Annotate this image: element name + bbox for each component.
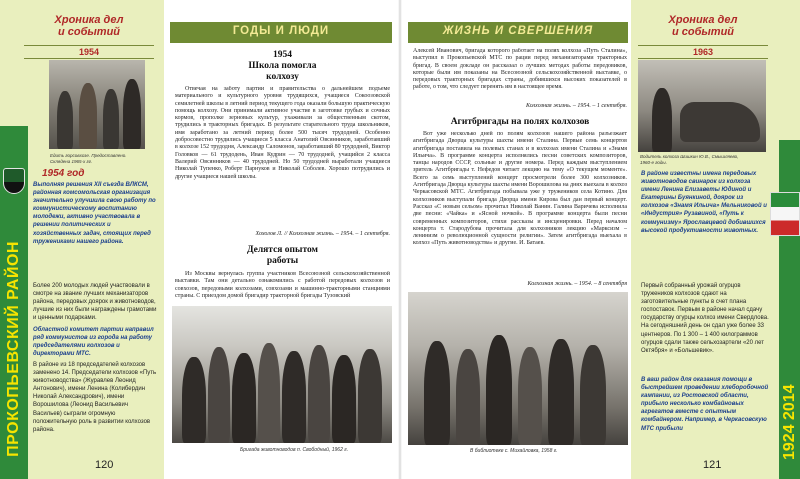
right-bottom-photo	[408, 292, 628, 445]
right-header-title: ЖИЗНЬ И СВЕРШЕНИЯ	[442, 25, 594, 37]
photo-car-shape	[680, 102, 760, 142]
right-article2-signature: Колхозная жизнь. – 1954. – 8 сентября	[527, 281, 627, 287]
left-side-title-line2: и событий	[57, 26, 121, 38]
photo-figure	[652, 88, 672, 152]
right-vertical-years: 1924 2014	[780, 384, 798, 460]
photo-figure	[358, 349, 382, 443]
left-header-band	[170, 22, 392, 43]
photo-figure	[258, 343, 280, 443]
right-vertical-years-wrap	[779, 250, 800, 460]
left-vertical-text-wrap	[1, 219, 27, 479]
photo-figure	[79, 83, 97, 149]
right-side-title-line1: Хроника дел	[668, 14, 738, 26]
left-article2-title-line1: Делятся опытом	[246, 245, 319, 255]
left-article2-title-line2: работы	[266, 256, 299, 266]
right-side-title	[638, 14, 768, 38]
left-bottom-photo-caption: Бригада животноводов п. Свободный, 1962 г.	[240, 447, 349, 453]
flag-icon	[770, 192, 800, 236]
right-side-text-1: В районе известны имена передовых животноводов свинарок из колхоза имени Ленина Елизаветы Юдиной и Екатерины Буянкиной, доярок из колхозов «Знамя Ильича» Мельниковой и «Индустрия» Рузавиной, «Путь к коммунизму» Ярославцевой добившихся высокой продуктивности животных.	[641, 171, 767, 234]
photo-figure	[182, 357, 206, 443]
right-side-text-3: В ваш район для оказания помощи в быстрейшем проведении хлеборобочной кампании, из Ростовской области, прибыло несколько комбайновых агрегатов вместе с опытным комбайнером. Например, в Черкасовскую МТС прибыли	[641, 377, 769, 432]
left-bottom-photo	[172, 306, 392, 443]
photo-figure	[548, 339, 574, 445]
photo-figure	[57, 91, 73, 149]
left-side-text-1: Выполняя решения XII съезда ВЛКСМ, районная комсомольская организация значительно улучшила свою работу по коммунистическому воспитанию молодежи, активно участвовала в решении политических и хозяйственных задач, стоящих перед тружениками нашего района.	[33, 182, 156, 245]
right-photo-caption-line2: 1960-е годы.	[640, 160, 667, 165]
right-article2-title: Агитбригады на полях колхозов	[450, 117, 590, 127]
left-page-number: 120	[95, 459, 114, 471]
right-bottom-photo-caption: В библиотеке с. Михайловка, 1958 г.	[470, 448, 558, 454]
right-photo-caption	[640, 154, 766, 166]
right-side-photo	[638, 60, 766, 152]
left-side-text-2: Более 200 молодых людей участвовали в смотре на звание лучших механизаторов района, передовых доярок и животноводов, лучшие из них были награждены грамотами и ценными подарками.	[33, 283, 157, 322]
photo-figure	[282, 351, 306, 443]
left-side-year-heading: 1954 год	[42, 168, 85, 179]
left-article2-body: Из Москвы вернулась группа участников Всесоюзной сельскохозяйственной выставки. Там они детально ознакомились с работой передовых колхозов и совхозов, передовыми колхозами, совхозами и машинно-тракторными станциями страны. С приездом домой бригадир тракторной бригады Тузовский	[175, 271, 390, 299]
photo-figure	[123, 79, 141, 149]
left-vertical-text: ПРОКОПЬЕВСКИЙ РАЙОН	[5, 241, 22, 457]
right-article1-body: Алексей Иванович, бригада которого работает на полях колхоза «Путь Сталина», выступил в Прокопьевской МТС по рации перед механизаторами тракторных бригад. В своем докладе он рассказал о лучших методах работы передовиков, которые были им показаны на Всесоюзной сельскохозяйственной выставке, о передовых тракторных бригадах страны, добившихся высоких показателей в работе, о том, что следует перенять им в настоящее время.	[413, 48, 627, 91]
photo-figure	[308, 345, 330, 443]
left-article1-year: 1954	[273, 50, 292, 60]
right-photo-caption-line1: Водитель колхоза Шишкин Ю.В., Смышляево,	[640, 154, 739, 159]
photo-figure	[208, 347, 230, 443]
left-photo-caption	[50, 153, 146, 165]
right-side-text-2: Первый собранный урожай огурцов тружеников колхозов сдают на заготовительные пункты в счет плана госпоставок. Первым в районе начал сдачу государству огурцы колхоз имени Свердлова. На сегодняшний день он сдал уже более 33 центнеров. По 1 300 – 1 400 килограммов огурцов сдали также сельхозартели «20 лет Октября» и «Большевик».	[641, 283, 769, 354]
photo-figure	[580, 345, 606, 445]
left-article1-title-line1: Школа помогла	[248, 61, 317, 71]
left-side-text-4: В районе из 18 председателей колхозов заменено 14. Председатели колхозов «Путь животноводства» (Журавлев Леонид Антонович), имени Ленина (Колибердин Николай Александрович), имени Ворошилова (Леонид Васильевич Васильев) сыграли огромную положительную роль в развитии колхозов района.	[33, 362, 157, 433]
center-spine	[398, 0, 402, 479]
photo-figure	[103, 89, 119, 149]
left-photo-caption-line1: Едить горсовхозе. Предоставлено.	[50, 153, 127, 158]
left-article1-body: Отвечая на заботу партии и правительства о дальнейшем подъеме материального и культурного уровня трудящихся, учащиеся Сокоозовской семилетней школы в летний период текущего года оказали большую практическую помощь колхозу. Они принимали активное участие в заготовке грубых и сочных кормов, прополке зерновых культур, ухаживали за общественным скотом, трудились в тракторных бригадах. В результате старательного труда школьников, имя заработано за летний период более 500 тысяч трудодней. Особенно добросовестно трудились учащиеся 5 класса Анатолий Овсянников, заработавший в колхозе 152 трудодня, Александр Саломонов, заработавший 80 трудодней, Виктор Головков — 61 трудодень, Иван Кудрин — 70 трудодней, учащийся 2 класса Валерий Овсянников — 40 трудодней. Но 50 трудодней выработали учащиеся Николай Тупенко, Роберт Парнуков и Николай Соболев. Хорошо потрудились и другие учащиеся нашей школы.	[175, 86, 390, 180]
photo-figure	[518, 347, 542, 445]
right-article2-body: Вот уже несколько дней по полям колхозов нашего района разъезжает агитбригада Дворца культуры шахты имени Сталина. Первые семь концертов агитбригада поставила на полевых станах и в колхозах имени Сталина и «Знамя Ильича». В программе концерта исполнялись песни советских композиторов, танцы народов СССР, сольные и другие номера. Перед каждым выступлением зритель Агитбригады т. Нефедов читает лекцию на тему «О текущем моменте». Всего за семь выступлений концерт просмотрели более 300 колхозников. Агитбригада Дворца культуры шахты имени Ворошилова на днях выехала в колхоз Черкасовской МТС. Агитбригада побывала уже у тружеников села Котино. Для колхозников выступали бригада Дворца имени Кирова был дан первый концерт. Рассказ «С новым сельом» прочитал Николай Ванин. Галина Варичева исполнила две песни: «Чайка» и «Ясной ночкой». В программе концерта были песни современных композиторов, стихи рассказы и инсценировки. Перед началом концерта т. Стародубова прочитала для колхозников лекцию «Марксизм – ленинизм о революционной сущности религии». Затем агитбригада выехала в колхоз «Путь животноводства» и другие. И. Батаев.	[413, 131, 627, 247]
district-crest-icon	[3, 168, 25, 194]
right-article1-signature: Колхозная жизнь. – 1954. – 1 сентября.	[525, 103, 627, 109]
left-side-title-line1: Хроника дел	[54, 14, 124, 26]
right-header-band	[408, 22, 628, 43]
photo-figure	[486, 335, 512, 445]
right-page-number: 121	[703, 459, 722, 471]
left-header-title: ГОДЫ И ЛЮДИ	[232, 25, 330, 37]
left-article1-title-line2: колхозу	[266, 72, 299, 82]
photo-figure	[332, 355, 356, 443]
right-side-year: 1963	[638, 45, 768, 59]
right-side-title-line2: и событий	[671, 26, 735, 38]
left-article1-signature: Хохолов Л. // Колхозная жизнь. – 1954. – 1 сентября.	[255, 231, 390, 237]
left-side-text-3: Областной комитет партии направил ряд коммунистов из города на работу председателями колхозов и директорами МТС.	[33, 327, 154, 358]
left-side-photo	[49, 60, 145, 149]
left-side-title	[24, 14, 154, 38]
photo-figure	[232, 353, 256, 443]
photo-figure	[456, 349, 480, 445]
left-side-year: 1954	[24, 45, 154, 59]
photo-figure	[424, 341, 450, 445]
left-photo-caption-line2: Склядена 1965-х гг.	[50, 159, 93, 164]
